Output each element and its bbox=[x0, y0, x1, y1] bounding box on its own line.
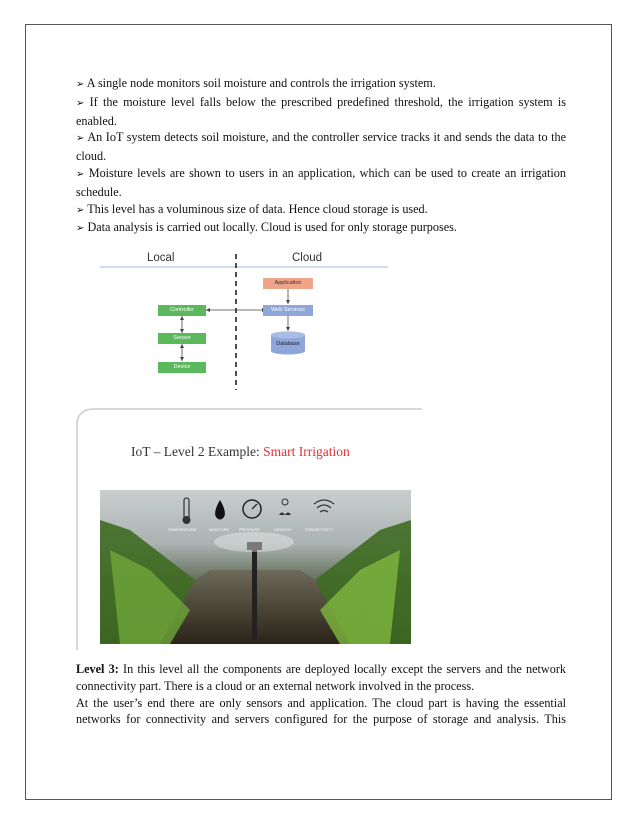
sensor-box: Sensor bbox=[158, 333, 206, 344]
sensor-icons bbox=[100, 490, 411, 530]
arrow-bullet-icon: ➢ bbox=[76, 223, 85, 235]
cloud-label: Cloud bbox=[292, 252, 323, 264]
level3-heading: Level 3: bbox=[76, 662, 119, 676]
bullet-item: ➢ A single node monitors soil moisture and controls the irrigation system. bbox=[76, 76, 436, 90]
figure-title: IoT – Level 2 Example: Smart Irrigation bbox=[131, 444, 350, 459]
diagram-lines bbox=[100, 248, 390, 393]
web-services-box: Web Services bbox=[263, 305, 313, 316]
bullet-item: ➢ An IoT system detects soil moisture, and the controller service tracks it and sends the data to the cloud. bbox=[76, 130, 567, 164]
water-drop-icon bbox=[215, 500, 225, 520]
pressure-label: PRESSURE bbox=[239, 528, 260, 532]
arrow-bullet-icon: ➢ bbox=[76, 168, 85, 180]
device-box: Device bbox=[158, 362, 206, 373]
smart-irrigation-figure bbox=[76, 408, 422, 650]
bullet-item: ➢ If the moisture level falls below the prescribed predefined threshold, the irrigation system is enabled. bbox=[76, 94, 567, 128]
bullet-item: ➢ Data analysis is carried out locally. Cloud is used for only storage purposes. bbox=[76, 220, 457, 235]
level3-paragraph bbox=[76, 661, 566, 728]
local-label: Local bbox=[147, 252, 175, 264]
bullet-item: ➢ Moisture levels are shown to users in an application, which can be used to create an irrigation schedule. bbox=[76, 165, 566, 199]
controller-box: Controller bbox=[158, 305, 206, 316]
level2-architecture-diagram bbox=[100, 248, 390, 393]
thermometer-bulb bbox=[183, 516, 191, 524]
wifi-icon bbox=[314, 500, 334, 504]
bullet-list bbox=[76, 75, 566, 238]
bullet-item: ➢ This level has a voluminous size of data. Hence cloud storage is used. bbox=[76, 201, 428, 216]
irrigation-photo bbox=[100, 490, 411, 644]
connectivity-label: CONNECTIVITY bbox=[305, 528, 334, 532]
moisture-label: MOISTURE bbox=[209, 528, 230, 532]
arrow-bullet-icon: ➢ bbox=[76, 133, 85, 145]
application-box: Application bbox=[263, 278, 313, 289]
level3-text-1: In this level all the components are deployed locally except the servers and the network connectivity part. There is a cloud or an external network involved in the process. bbox=[76, 662, 566, 693]
database-label: Database bbox=[276, 341, 300, 347]
arrow-bullet-icon: ➢ bbox=[76, 97, 85, 109]
growth-label: GROWTH bbox=[274, 528, 292, 532]
level3-text-2: At the user’s end there are only sensors and application. The cloud part is having the essential networks for connectivity and servers configured for the purpose of storage and analysis. This bbox=[76, 695, 566, 727]
arrow-bullet-icon: ➢ bbox=[76, 204, 85, 216]
growth-icon bbox=[282, 499, 288, 505]
temperature-label: TEMPERATURE bbox=[168, 528, 197, 532]
arrow-bullet-icon: ➢ bbox=[76, 79, 85, 90]
